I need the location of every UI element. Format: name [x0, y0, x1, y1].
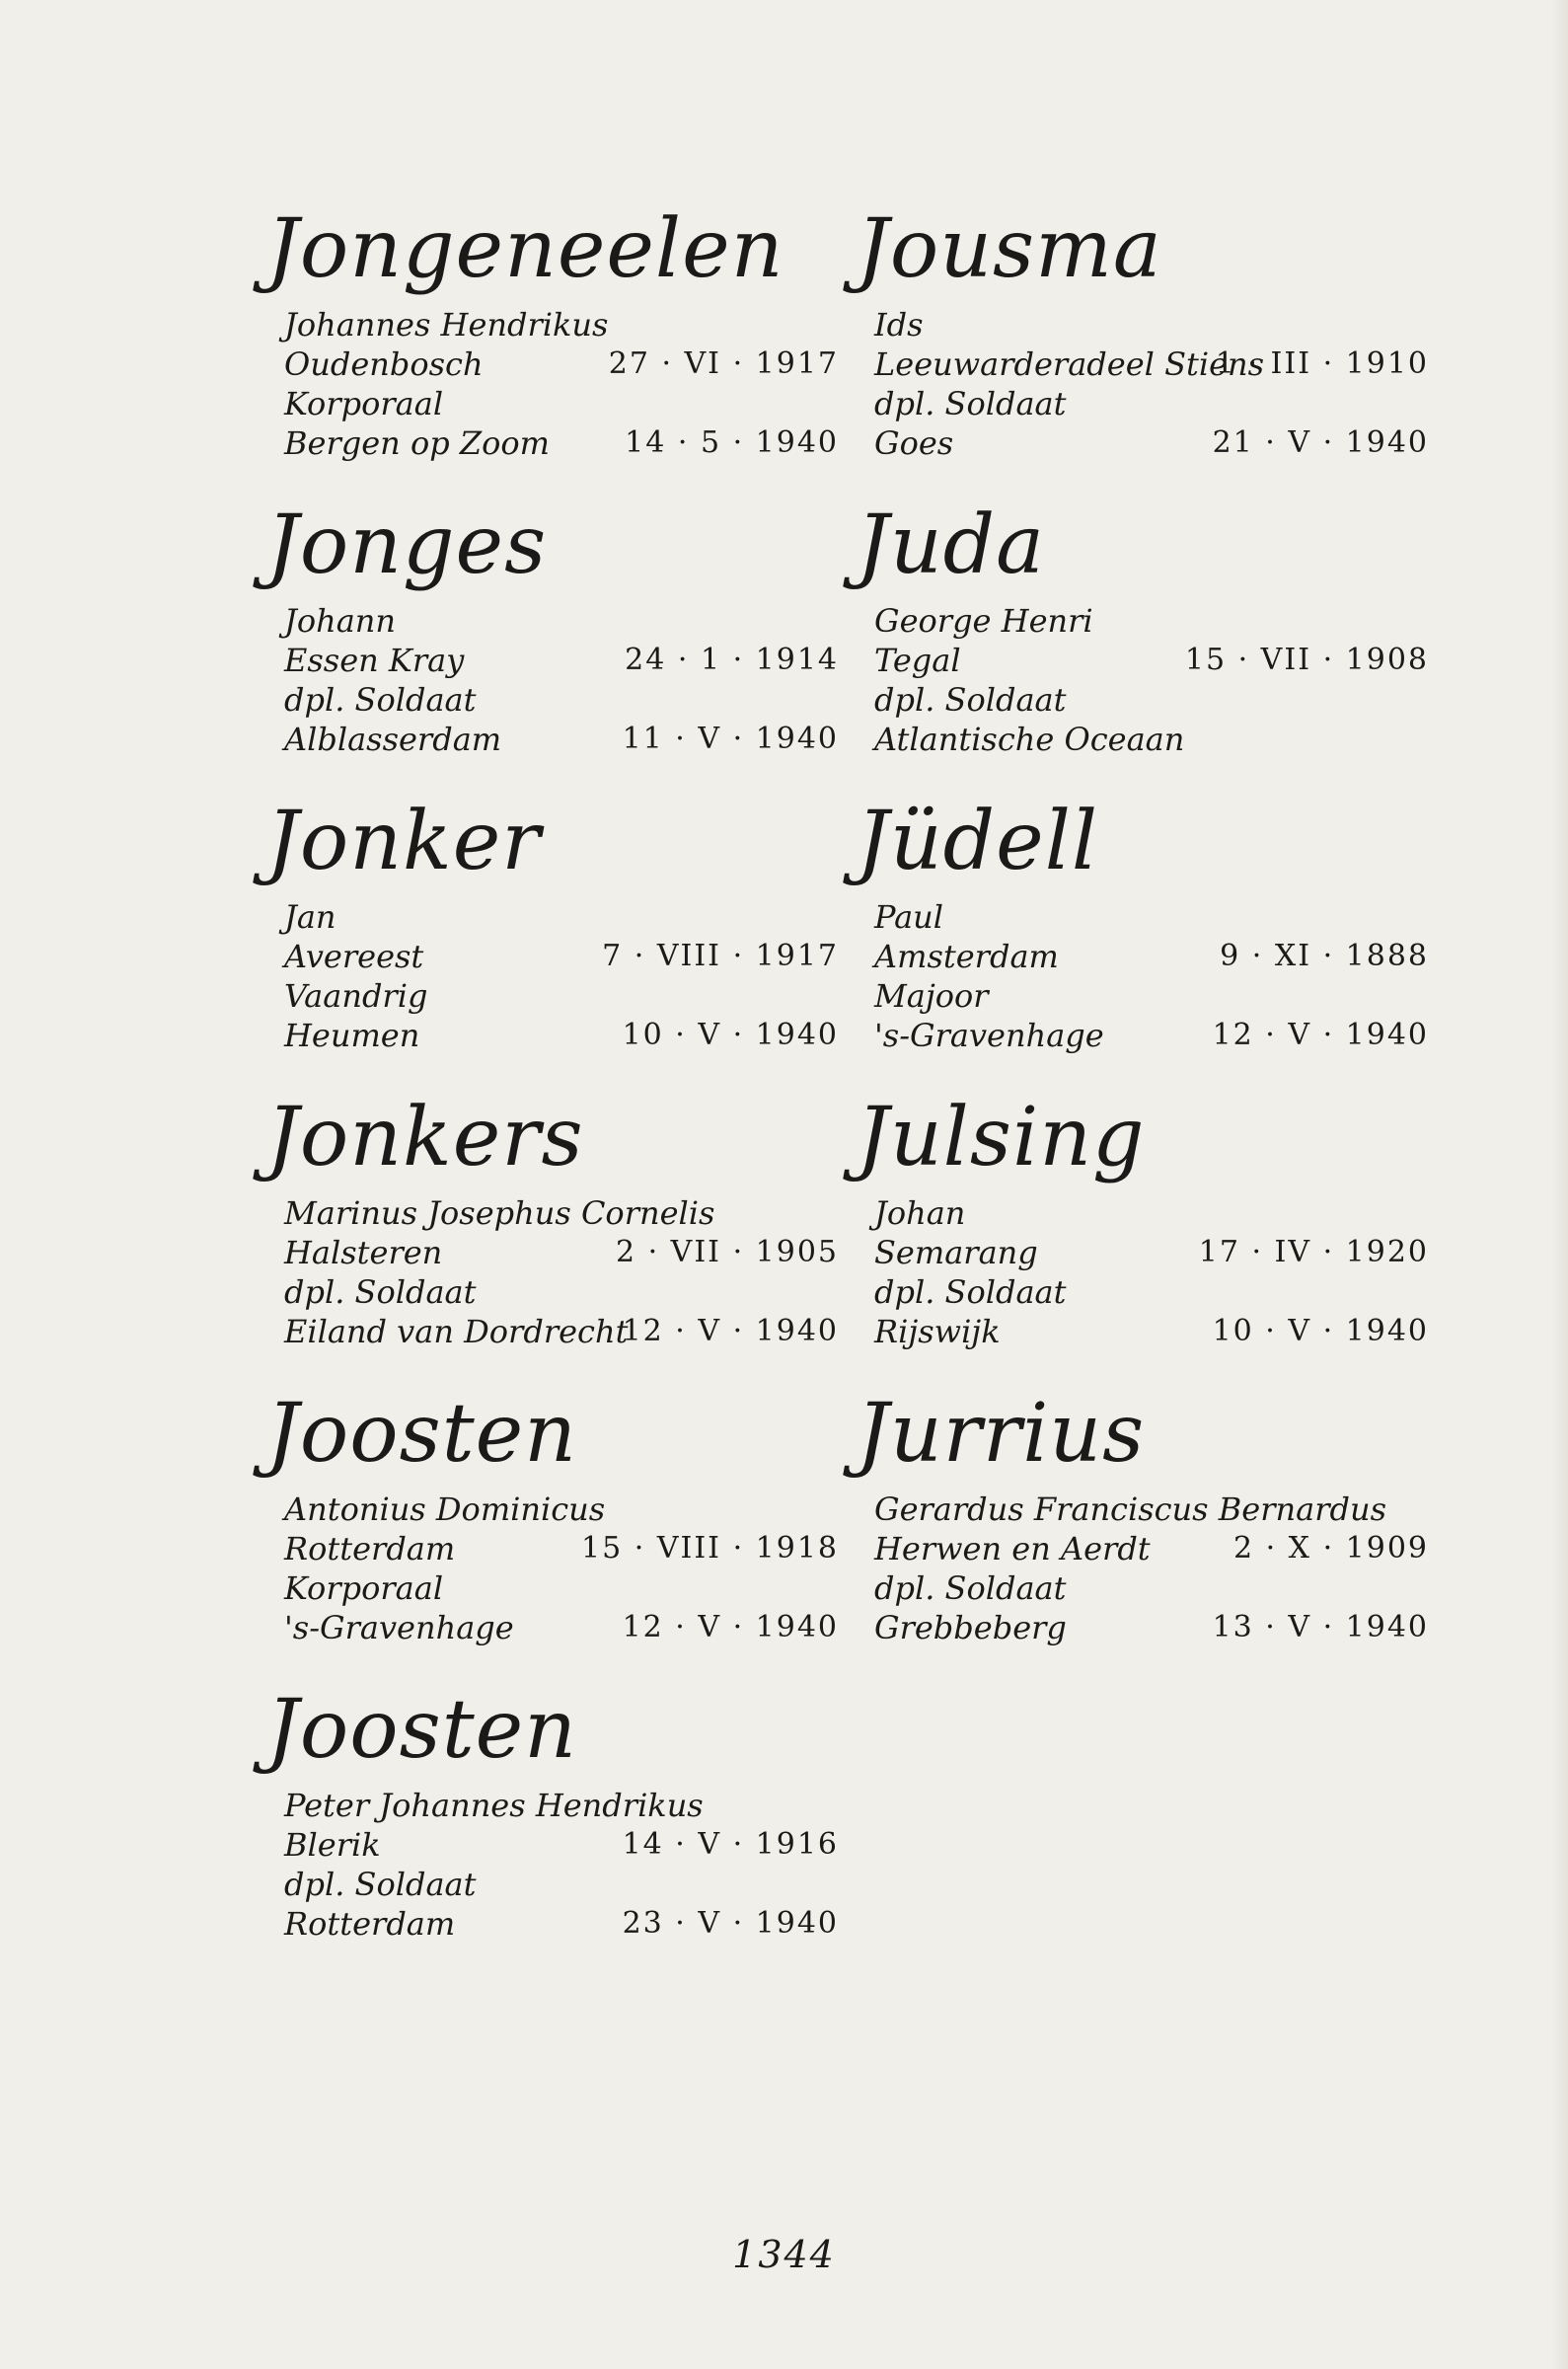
birth-place: Blerik	[284, 1826, 381, 1864]
rank: Korporaal	[284, 385, 444, 422]
birth-line	[857, 641, 1429, 680]
birth-line	[266, 344, 839, 384]
birth-place: Tegal	[874, 642, 961, 679]
given-names: Ids	[874, 306, 924, 344]
given-names: George Henri	[874, 602, 1093, 640]
death-line	[266, 423, 839, 463]
birth-place: Amsterdam	[874, 938, 1059, 975]
death-place: Atlantische Oceaan	[874, 721, 1185, 758]
rank: dpl. Soldaat	[874, 385, 1067, 422]
death-date: 10 · V · 1940	[622, 1018, 839, 1052]
death-line	[266, 1608, 839, 1647]
birth-line	[266, 1529, 839, 1568]
surname: Joosten	[266, 1387, 577, 1481]
birth-line	[266, 1233, 839, 1272]
birth-line	[857, 1233, 1429, 1272]
birth-date: 2 · VII · 1905	[615, 1235, 839, 1269]
death-date: 11 · V · 1940	[622, 722, 839, 756]
birth-date: 24 · 1 · 1914	[625, 643, 839, 677]
birth-date: 7 · VIII · 1917	[602, 939, 839, 973]
memorial-entry	[857, 1387, 1429, 1683]
birth-place: Herwen en Aerdt	[874, 1530, 1151, 1567]
page-edge	[1552, 0, 1568, 2369]
birth-place: Leeuwarderadeel Stiens	[874, 345, 1265, 383]
memorial-entry	[857, 202, 1429, 498]
rank: dpl. Soldaat	[874, 1569, 1067, 1607]
surname: Jongeneelen	[266, 202, 784, 296]
rank: dpl. Soldaat	[874, 1273, 1067, 1311]
birth-place: Rotterdam	[284, 1530, 456, 1567]
death-place: Grebbeberg	[874, 1609, 1067, 1646]
birth-place: Essen Kray	[284, 642, 465, 679]
death-line	[857, 1608, 1429, 1647]
death-place: Alblasserdam	[284, 721, 502, 758]
given-names: Gerardus Franciscus Bernardus	[874, 1490, 1386, 1528]
memorial-entry	[857, 795, 1429, 1091]
birth-date: 2 · X · 1909	[1232, 1531, 1429, 1566]
given-names: Johannes Hendrikus	[284, 306, 609, 344]
rank: dpl. Soldaat	[284, 1273, 477, 1311]
left-column	[266, 202, 839, 1979]
birth-place: Semarang	[874, 1234, 1038, 1271]
death-line	[266, 1312, 839, 1351]
birth-date: 15 · VII · 1908	[1184, 643, 1429, 677]
birth-date: 14 · V · 1916	[622, 1827, 839, 1862]
given-names: Jan	[284, 898, 336, 936]
death-date: 21 · V · 1940	[1212, 425, 1429, 460]
death-line	[857, 1312, 1429, 1351]
birth-line	[857, 344, 1429, 384]
given-names: Antonius Dominicus	[284, 1490, 606, 1528]
death-line	[857, 1016, 1429, 1055]
given-names: Johann	[284, 602, 396, 640]
memorial-entry	[266, 498, 839, 795]
memorial-entry	[266, 1387, 839, 1683]
memorial-entry	[857, 1091, 1429, 1387]
death-place: Heumen	[284, 1017, 420, 1054]
rank: dpl. Soldaat	[874, 681, 1067, 719]
surname: Jousma	[857, 202, 1162, 296]
surname: Jonges	[266, 498, 548, 592]
right-column	[857, 202, 1429, 1683]
death-date: 12 · V · 1940	[622, 1610, 839, 1644]
death-date: 12 · V · 1940	[622, 1314, 839, 1348]
birth-place: Oudenbosch	[284, 345, 484, 383]
surname: Julsing	[857, 1091, 1146, 1184]
death-place: 's-Gravenhage	[874, 1017, 1104, 1054]
rank: Majoor	[874, 977, 989, 1015]
death-place: Eiland van Dordrecht	[284, 1313, 629, 1350]
birth-line	[857, 1529, 1429, 1568]
page-number: 1344	[732, 2233, 836, 2276]
death-date: 14 · 5 · 1940	[625, 425, 839, 460]
death-date: 23 · V · 1940	[622, 1906, 839, 1941]
memorial-entry	[266, 1683, 839, 1979]
birth-line	[266, 641, 839, 680]
death-line	[857, 423, 1429, 463]
surname: Jüdell	[857, 795, 1099, 888]
rank: Korporaal	[284, 1569, 444, 1607]
birth-date: 17 · IV · 1920	[1198, 1235, 1429, 1269]
death-place: Bergen op Zoom	[284, 424, 550, 462]
surname: Jonker	[266, 795, 542, 888]
surname: Jurrius	[857, 1387, 1146, 1481]
birth-place: Halsteren	[284, 1234, 443, 1271]
birth-date: 9 · XI · 1888	[1220, 939, 1429, 973]
given-names: Paul	[874, 898, 944, 936]
surname: Juda	[857, 498, 1046, 592]
rank: dpl. Soldaat	[284, 1866, 477, 1903]
rank: Vaandrig	[284, 977, 428, 1015]
birth-line	[266, 937, 839, 976]
death-date: 10 · V · 1940	[1212, 1314, 1429, 1348]
memorial-entry	[266, 1091, 839, 1387]
memorial-entry	[857, 498, 1429, 795]
death-place: Goes	[874, 424, 954, 462]
death-line	[857, 720, 1429, 759]
birth-line	[266, 1825, 839, 1865]
death-line	[266, 720, 839, 759]
rank: dpl. Soldaat	[284, 681, 477, 719]
birth-date: 1 · III · 1910	[1215, 346, 1429, 381]
birth-date: 27 · VI · 1917	[608, 346, 839, 381]
death-line	[266, 1904, 839, 1944]
birth-date: 15 · VIII · 1918	[581, 1531, 839, 1566]
given-names: Johan	[874, 1194, 966, 1232]
given-names: Peter Johannes Hendrikus	[284, 1787, 704, 1824]
death-date: 13 · V · 1940	[1212, 1610, 1429, 1644]
birth-line	[857, 937, 1429, 976]
death-place: Rijswijk	[874, 1313, 1001, 1350]
surname: Joosten	[266, 1683, 577, 1777]
death-line	[266, 1016, 839, 1055]
death-date: 12 · V · 1940	[1212, 1018, 1429, 1052]
memorial-entry	[266, 202, 839, 498]
surname: Jonkers	[266, 1091, 584, 1184]
death-place: Rotterdam	[284, 1905, 456, 1943]
given-names: Marinus Josephus Cornelis	[284, 1194, 715, 1232]
memorial-entry	[266, 795, 839, 1091]
birth-place: Avereest	[284, 938, 424, 975]
death-place: 's-Gravenhage	[284, 1609, 514, 1646]
